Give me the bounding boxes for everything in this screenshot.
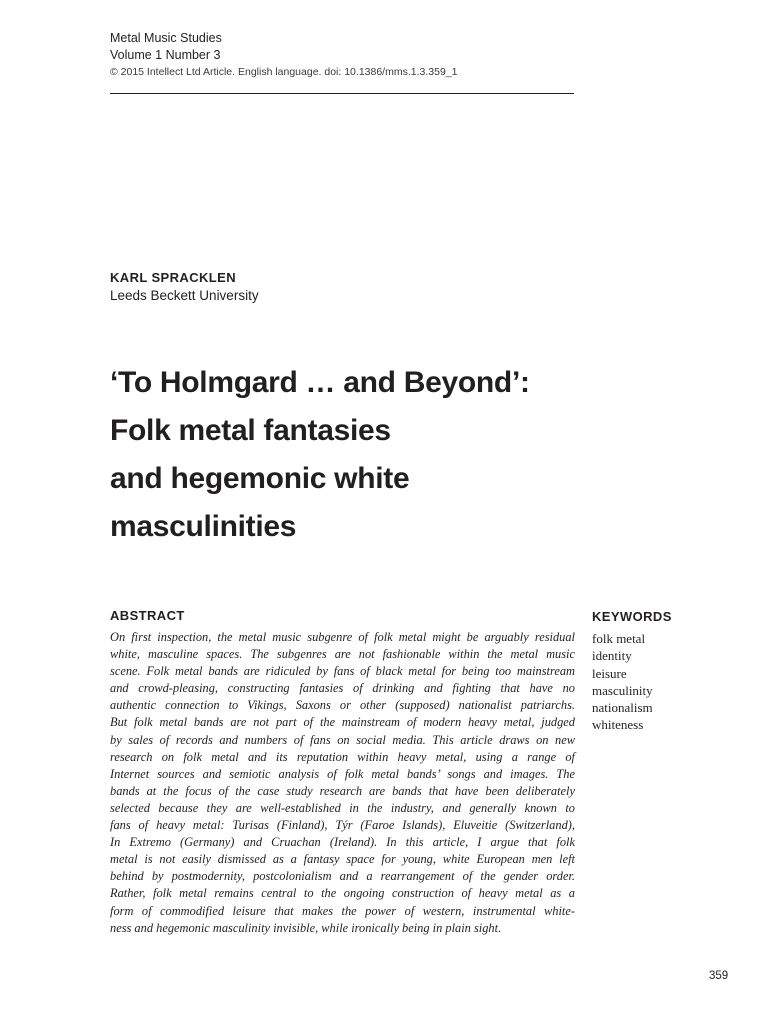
keyword-item: masculinity [592,682,653,698]
abstract-line: white, masculine spaces. The subgenres are not fashionable within the metal music [110,647,575,662]
abstract-line: by sales of records and numbers of fans on social media. This article draws on new [110,732,575,747]
abstract-line: bands at the focus of the case study research are bands that have been deliberately [110,783,575,798]
title-line: and hegemonic white [110,462,410,495]
keyword-item: identity [592,648,632,664]
journal-header [110,30,574,80]
abstract-line: Rather, folk metal remains central to the ongoing construction of heavy metal as a [110,886,575,901]
journal-issue: Volume 1 Number 3 [110,48,221,62]
keywords-heading: KEYWORDS [592,609,672,624]
abstract-line: But folk metal bands are not part of the mainstream of modern heavy metal, judged [110,715,575,730]
abstract-line: On first inspection, the metal music subgenre of folk metal might be arguably residual [110,630,575,644]
page-number: 359 [709,970,729,982]
article-title [110,359,580,551]
keyword-item: folk metal [592,631,646,646]
abstract-line: and crowd-pleasing, constructing fantasies of drinking and fighting that have no [110,681,575,696]
keyword-item: nationalism [592,700,653,716]
abstract-line: ness and hegemonic masculinity invisible, while ironically being in plain sight. [110,920,502,935]
abstract-line: form of commodified leisure that makes the power of western, instrumental white- [110,903,575,918]
abstract-line: Internet sources and semiotic analysis of folk metal bands’ songs and images. The [110,766,575,781]
abstract-line: fans of heavy metal: Turisas (Finland), Týr (Faroe Islands), Eluveitie (Switzerland), [110,818,575,833]
title-line: Folk metal fantasies [110,414,391,447]
header-divider [110,93,574,94]
author-affiliation: Leeds Beckett University [110,288,259,303]
journal-name: Metal Music Studies [110,31,222,45]
abstract-heading: ABSTRACT [110,608,185,623]
abstract-line: scene. Folk metal bands are ridiculed by fans of black metal for being too mainstream [110,664,575,679]
copyright-doi: © 2015 Intellect Ltd Article. English language. doi: 10.1386/mms.1.3.359_1 [110,66,458,78]
author-name: KARL SPRACKLEN [110,270,236,285]
abstract-line: research on folk metal and its reputation within heavy metal, using a range of [110,749,575,764]
abstract-line: In Extremo (Germany) and Cruachan (Ireland). In this article, I argue that folk [110,835,575,850]
abstract-line: selected because they are well-established in the industry, and generally known to [110,800,575,815]
keywords-list [592,630,742,734]
title-line: ‘To Holmgard … and Beyond’: [110,366,530,399]
abstract-line: metal is not easily dismissed as a fantasy space for young, white European men left [110,852,575,867]
keyword-item: leisure [592,665,627,681]
abstract-body [110,629,575,937]
author-block [110,269,570,305]
abstract-line: authentic connection to Vikings, Saxons or other (supposed) nationalist patriarchs. [110,698,575,713]
title-line: masculinities [110,510,297,543]
keyword-item: whiteness [592,717,644,733]
abstract-line: behind by postmodernity, postcolonialism and a rearrangement of the gender order. [110,869,575,884]
